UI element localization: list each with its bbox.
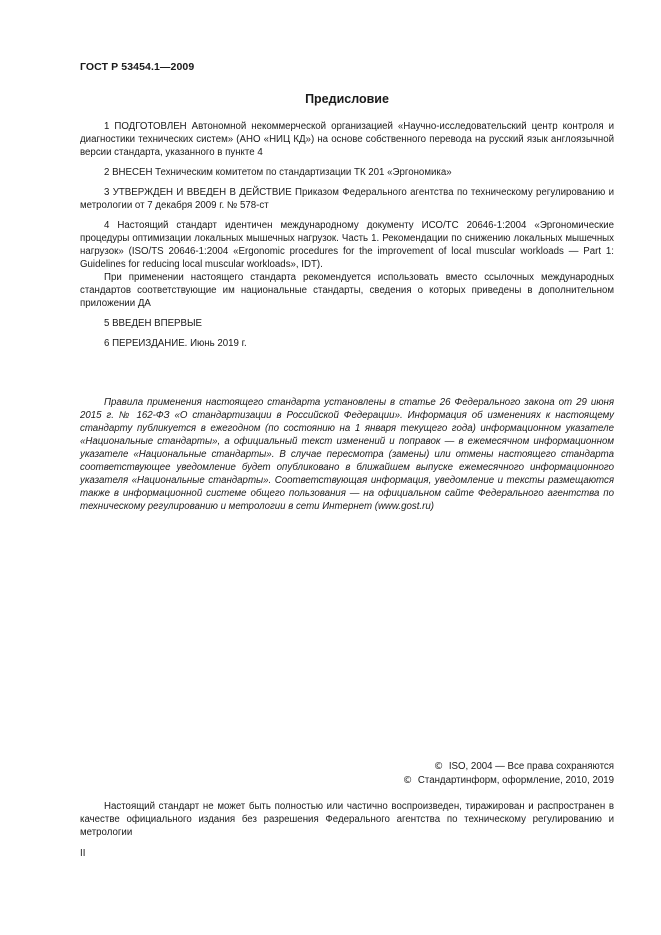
copyright-standartinform-text: Стандартинформ, оформление, 2010, 2019 xyxy=(417,775,614,786)
item-5: 5 ВВЕДЕН ВПЕРВЫЕ xyxy=(104,318,203,329)
copyright-standartinform xyxy=(403,774,614,788)
copyright-icon: © xyxy=(433,761,444,772)
item-4: 4 Настоящий стандарт идентичен международному документу ИСО/ТС 20646-1:2004 «Эргономические процедуры оптимизации локальных мышечных нагрузок. Часть 1. Рекомендации по снижению локальных мышечных нагрузок» (ISO/TS 20646-1:2004 «Ergonomic procedures for the improvement of local muscular workloads — Part 1: Guidelines for reducing local muscular workloads», IDT). xyxy=(80,220,614,270)
item-4-note: При применении настоящего стандарта рекомендуется использовать вместо ссылочных международных стандартов соответствующие им национальные стандарты, сведения о которых приведены в дополнительном приложении ДА xyxy=(80,272,614,309)
item-1: 1 ПОДГОТОВЛЕН Автономной некоммерческой организацией «Научно-исследовательский центр контроля и диагностики технических систем» (АНО «НИЦ КД») на основе собственного перевода на русский язык англоязычной версии стандарта, указанного в пункте 4 xyxy=(80,121,614,158)
copyright-iso-text: ISO, 2004 — Все права сохраняются xyxy=(448,761,614,772)
item-3: 3 УТВЕРЖДЕН И ВВЕДЕН В ДЕЙСТВИЕ Приказом Федерального агентства по техническому регулированию и метрологии от 7 декабря 2009 г. № 578-ст xyxy=(80,187,614,211)
copyright-icon: © xyxy=(402,775,413,786)
notice-text: Правила применения настоящего стандарта установлены в статье 26 Федерального закона от 29 июня 2015 г. № 162-ФЗ «О стандартизации в Российской Федерации». Информация об изменениях к настоящему стандарту публикуется в ежегодном (по состоянию на 1 января текущего года) информационном указателе «Национальные стандарты», а официальный текст изменений и поправок — в ежемесячном информационном указателе «Национальные стандарты». В случае пересмотра (замены) или отмены настоящего стандарта соответствующее уведомление будет опубликовано в ближайшем выпуске ежемесячного информационного указателя «Национальные стандарты». Соответствующая информация, уведомление и тексты размещаются также в информационной системе общего пользования — на официальном сайте Федерального агентства по техническому регулированию и метрологии в сети Интернет (www.gost.ru) xyxy=(80,397,614,512)
copyright-block xyxy=(403,760,614,788)
document-code: ГОСТ Р 53454.1—2009 xyxy=(80,61,195,73)
reproduction-text: Настоящий стандарт не может быть полностью или частично воспроизведен, тиражирован и распространен в качестве официального издания без разрешения Федерального агентства по техническому регулированию и метрологии xyxy=(80,801,614,838)
section-title: Предисловие xyxy=(305,92,389,106)
item-2: 2 ВНЕСЕН Техническим комитетом по стандартизации ТК 201 «Эргономика» xyxy=(104,167,452,178)
copyright-iso xyxy=(403,760,614,774)
application-notice xyxy=(80,396,614,513)
reproduction-notice xyxy=(80,800,614,839)
page-number: II xyxy=(80,848,86,859)
item-6: 6 ПЕРЕИЗДАНИЕ. Июнь 2019 г. xyxy=(104,338,247,349)
foreword-items xyxy=(80,120,614,350)
